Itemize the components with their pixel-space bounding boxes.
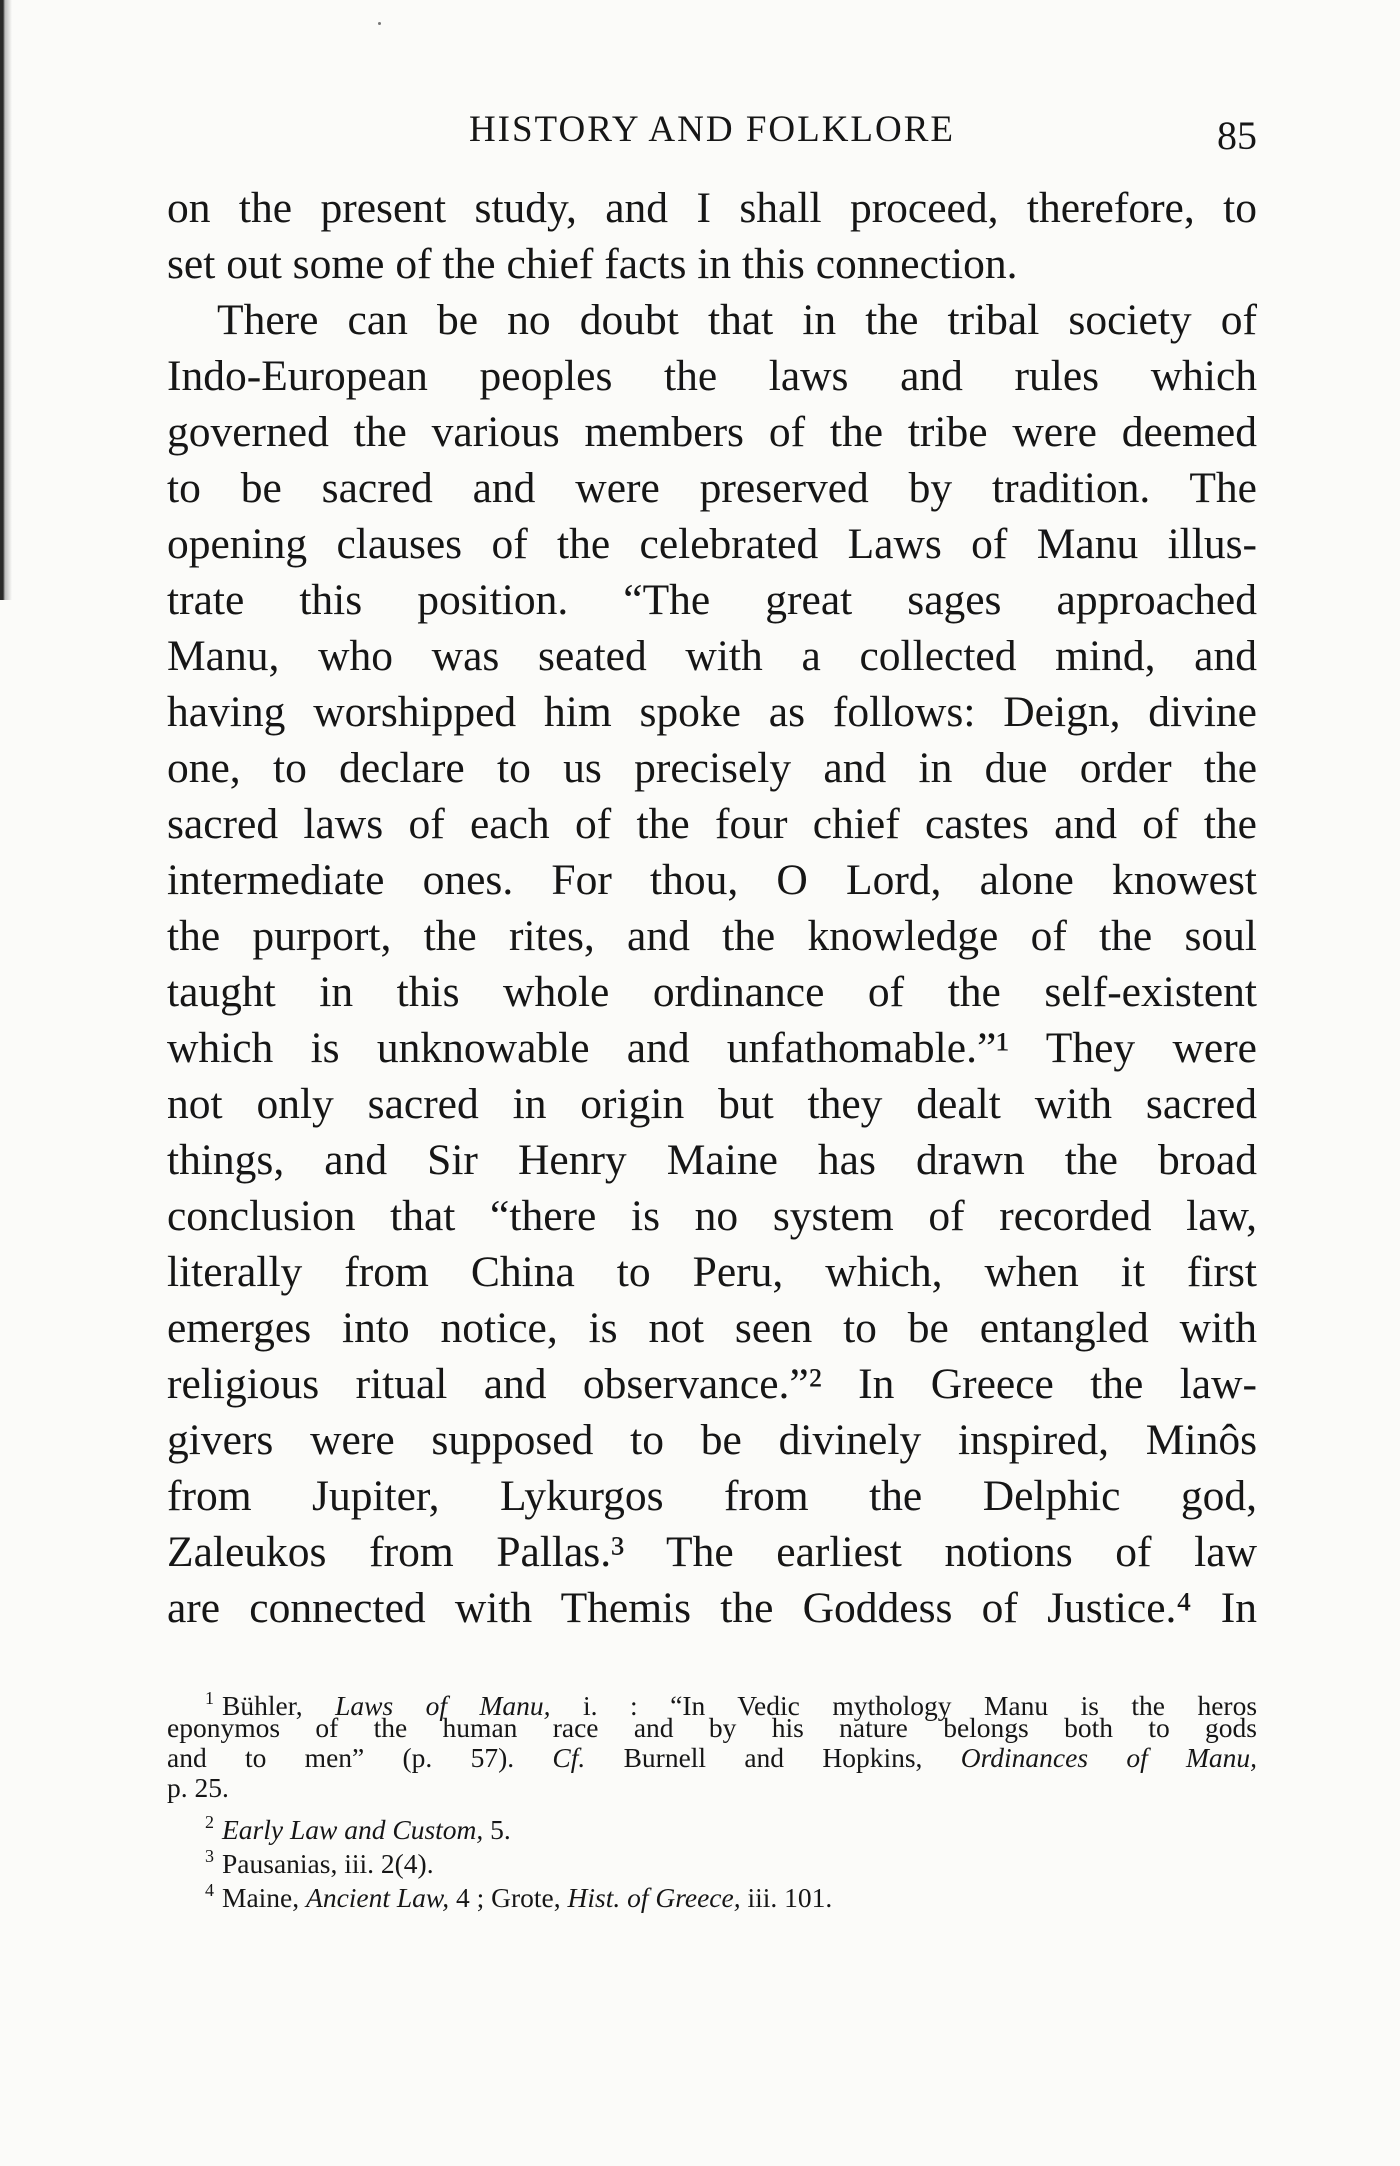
footnotes [167, 1683, 1258, 1913]
body-line: literally from China to Peru, which, when it first [167, 1248, 1257, 1296]
footnote-text: Pausanias, iii. 2(4). [222, 1848, 434, 1879]
body-line: emerges into notice, is not seen to be entangled with [167, 1304, 1257, 1352]
footnote-text: iii. 101. [747, 1882, 833, 1913]
footnote-1-line: eponymos of the human race and by his nature belongs both to gods [167, 1712, 1257, 1743]
footnote-text: and to men” (p. 57). [167, 1742, 515, 1773]
body-line: There can be no doubt that in the tribal society of [217, 296, 1257, 344]
body-line: taught in this whole ordinance of the self-existent [167, 968, 1257, 1016]
footnote-cf: Cf. [552, 1742, 586, 1773]
body-line: Zaleukos from Pallas.³ The earliest notions of law [167, 1528, 1257, 1576]
footnote-2 [167, 1805, 1257, 1845]
body-line: one, to declare to us precisely and in due order the [167, 744, 1257, 792]
body-line: opening clauses of the celebrated Laws of Manu illus- [167, 520, 1257, 568]
body-line: things, and Sir Henry Maine has drawn the broad [167, 1136, 1257, 1184]
footnote-text: Bühler, [222, 1690, 303, 1721]
body-line: trate this position. “The great sages approached [167, 576, 1257, 624]
body-line: Manu, who was seated with a collected mind, and [167, 632, 1257, 680]
footnote-work-title: Ordinances of Manu, [960, 1742, 1258, 1773]
body-line: religious ritual and observance.”² In Greece the law- [167, 1360, 1257, 1408]
body-line: are connected with Themis the Goddess of Justice.⁴ In [167, 1584, 1257, 1632]
body-line: the purport, the rites, and the knowledge of the soul [167, 912, 1257, 960]
footnote-work-title: Early Law and Custom, [222, 1814, 484, 1845]
body-line: which is unknowable and unfathomable.”¹ They were [167, 1024, 1257, 1072]
body-line: on the present study, and I shall proceed, therefore, to [167, 184, 1257, 232]
page-header [167, 108, 1257, 162]
body-line: to be sacred and were preserved by tradition. The [167, 464, 1257, 512]
footnote-marker: 3 [205, 1846, 214, 1866]
footnote-text: Maine, [222, 1882, 300, 1913]
page-gutter-shadow [0, 0, 14, 600]
footnote-3 [167, 1839, 1257, 1879]
footnote-text: 5. [490, 1814, 511, 1845]
footnote-work-title: Ancient Law, [306, 1882, 450, 1913]
footnote-marker: 1 [205, 1688, 214, 1708]
footnote-1 [167, 1683, 1258, 1721]
footnote-text: i. : “In Vedic mythology Manu is the heros [583, 1690, 1258, 1721]
running-head: HISTORY AND FOLKLORE [468, 109, 956, 150]
body-text [167, 180, 1257, 1636]
body-line: Indo-European peoples the laws and rules which [167, 352, 1257, 400]
page-number: 85 [1217, 113, 1257, 158]
paper-speck [378, 22, 381, 25]
footnote-text: 4 ; Grote, [455, 1882, 561, 1913]
body-line: givers were supposed to be divinely inspired, Minôs [167, 1416, 1257, 1464]
footnote-1-line [167, 1743, 1257, 1773]
body-line: from Jupiter, Lykurgos from the Delphic god, [167, 1472, 1257, 1520]
body-line: set out some of the chief facts in this connection. [167, 240, 1018, 288]
footnote-work-title: Laws of Manu, [335, 1690, 551, 1721]
footnote-work-title: Hist. of Greece, [567, 1882, 741, 1913]
footnote-1-line: p. 25. [167, 1772, 229, 1803]
footnote-text: Burnell and Hopkins, [623, 1742, 923, 1773]
body-line: having worshipped him spoke as follows: Deign, divine [167, 688, 1257, 736]
footnote-marker: 4 [205, 1880, 214, 1900]
footnote-marker: 2 [205, 1812, 214, 1832]
footnote-4 [167, 1873, 1257, 1913]
body-line: conclusion that “there is no system of recorded law, [167, 1192, 1257, 1240]
body-line: governed the various members of the tribe were deemed [167, 408, 1257, 456]
body-line: sacred laws of each of the four chief castes and of the [167, 800, 1257, 848]
body-line: intermediate ones. For thou, O Lord, alone knowest [167, 856, 1257, 904]
body-line: not only sacred in origin but they dealt with sacred [167, 1080, 1257, 1128]
